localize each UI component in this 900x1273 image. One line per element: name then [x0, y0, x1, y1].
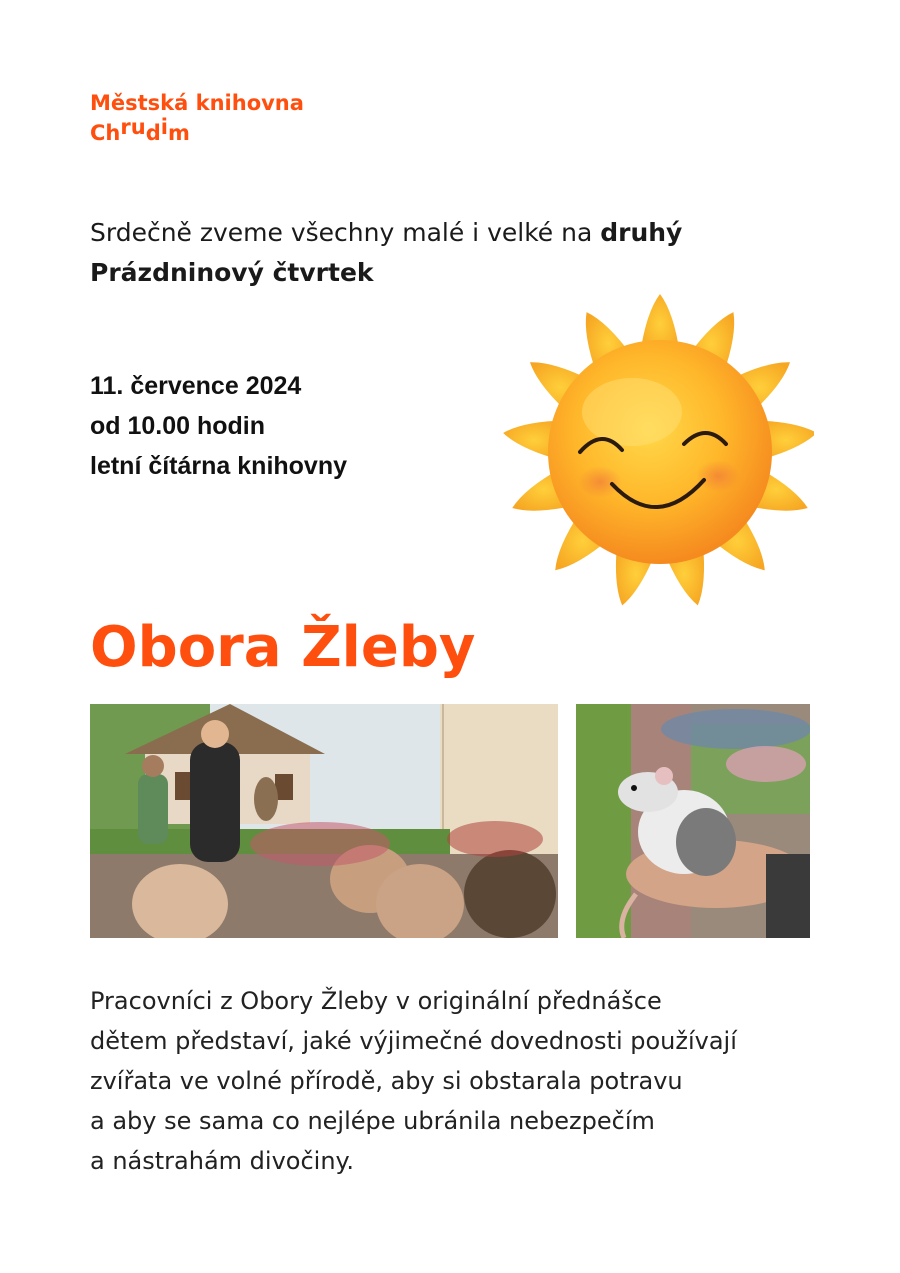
event-time: od 10.00 hodin: [90, 412, 266, 440]
event-description: [90, 981, 830, 1181]
logo-part-d: d: [145, 121, 161, 145]
description-line-2: dětem představí, jaké výjimečné dovednosti používají: [90, 1027, 737, 1055]
description-line-5: a nástrahám divočiny.: [90, 1147, 354, 1175]
description-line-4: a aby se sama co nejlépe ubránila nebezpečím: [90, 1107, 655, 1135]
event-place: letní čítárna knihovny: [90, 452, 348, 480]
library-logo: [90, 88, 304, 148]
logo-line-1: Městská knihovna: [90, 91, 304, 115]
invitation-plain: Srdečně zveme všechny malé i velké na: [90, 218, 593, 247]
sun-icon: [492, 292, 814, 622]
description-line-3: zvířata ve volné přírodě, aby si obstarala potravu: [90, 1067, 683, 1095]
description-line-1: Pracovníci z Obory Žleby v originální přednášce: [90, 987, 662, 1015]
logo-line-2: [90, 115, 304, 148]
event-details: [90, 366, 347, 486]
invitation-bold-1: druhý: [600, 218, 683, 247]
logo-part-ch: Ch: [90, 121, 121, 145]
invitation-text: [90, 213, 770, 293]
photo-rat-held-in-hand: [576, 704, 810, 938]
logo-part-m: m: [167, 121, 190, 145]
logo-part-ru: ru: [120, 115, 146, 139]
logo-part-i: i: [160, 115, 168, 139]
invitation-bold-2: Prázdninový čtvrtek: [90, 258, 374, 287]
event-title: Obora Žleby: [90, 615, 476, 680]
photo-owl-presentation: [90, 704, 558, 938]
event-date: 11. července 2024: [90, 372, 302, 400]
